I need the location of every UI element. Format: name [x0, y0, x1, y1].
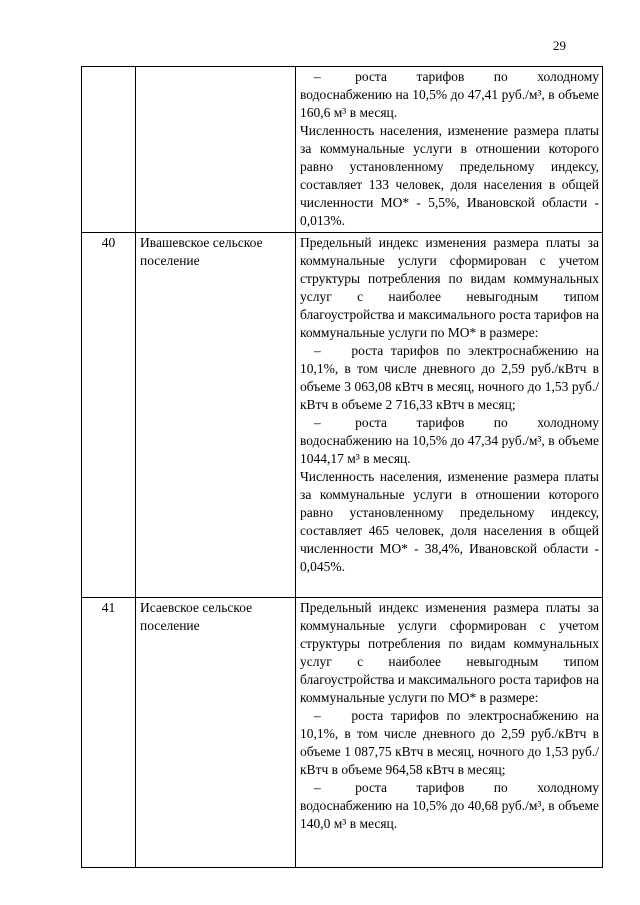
settlement-name: [136, 67, 296, 233]
paragraph: Предельный индекс изменения размера платы за коммунальные услуги сформирован с учетом структуры потребления по видам коммунальных услуг с наиболее невыгодным типом благоустройства и максимального роста тарифов на коммунальные услуги по МО* в размере:: [300, 600, 599, 705]
row-description: [296, 598, 603, 868]
row-number: [82, 67, 136, 233]
settlement-name: Ивашевское сельское поселение: [136, 233, 296, 598]
paragraph: – роста тарифов по холодному водоснабжению на 10,5% до 47,34 руб./м³, в объеме 1044,17 м³ в месяц.: [300, 415, 599, 466]
row-number: 41: [82, 598, 136, 868]
tariff-table: [81, 66, 603, 868]
row-description: [296, 233, 603, 598]
settlement-name: Исаевское сельское поселение: [136, 598, 296, 868]
table-row: [82, 233, 603, 598]
paragraph: – роста тарифов по холодному водоснабжению на 10,5% до 40,68 руб./м³, в объеме 140,0 м³ в месяц.: [300, 780, 599, 831]
page-number: 29: [553, 38, 566, 53]
paragraph: – роста тарифов по электроснабжению на 10,1%, в том числе дневного до 2,59 руб./кВтч в объеме 3 063,08 кВтч в месяц, ночного до 1,53 руб./кВтч в объеме 2 716,33 кВтч в месяц;: [300, 343, 599, 412]
row-number: 40: [82, 233, 136, 598]
table-row: [82, 67, 603, 233]
row-description: [296, 67, 603, 233]
paragraph: Численность населения, изменение размера платы за коммунальные услуги в отношении которого равно установленному предельному индексу, составляет 133 человек, доля населения в общей численности МО* - 5,5%, Ивановской области - 0,013%.: [300, 123, 599, 228]
paragraph: – роста тарифов по холодному водоснабжению на 10,5% до 47,41 руб./м³, в объеме 160,6 м³ в месяц.: [300, 69, 599, 120]
paragraph: Предельный индекс изменения размера платы за коммунальные услуги сформирован с учетом структуры потребления по видам коммунальных услуг с наиболее невыгодным типом благоустройства и максимального роста тарифов на коммунальные услуги по МО* в размере:: [300, 235, 599, 340]
table-row: [82, 598, 603, 868]
paragraph: Численность населения, изменение размера платы за коммунальные услуги в отношении которого равно установленному предельному индексу, составляет 465 человек, доля населения в общей численности МО* - 38,4%, Ивановской области - 0,045%.: [300, 469, 599, 574]
paragraph: – роста тарифов по электроснабжению на 10,1%, в том числе дневного до 2,59 руб./кВтч в объеме 1 087,75 кВтч в месяц, ночного до 1,53 руб./кВтч в объеме 964,58 кВтч в месяц;: [300, 708, 599, 777]
